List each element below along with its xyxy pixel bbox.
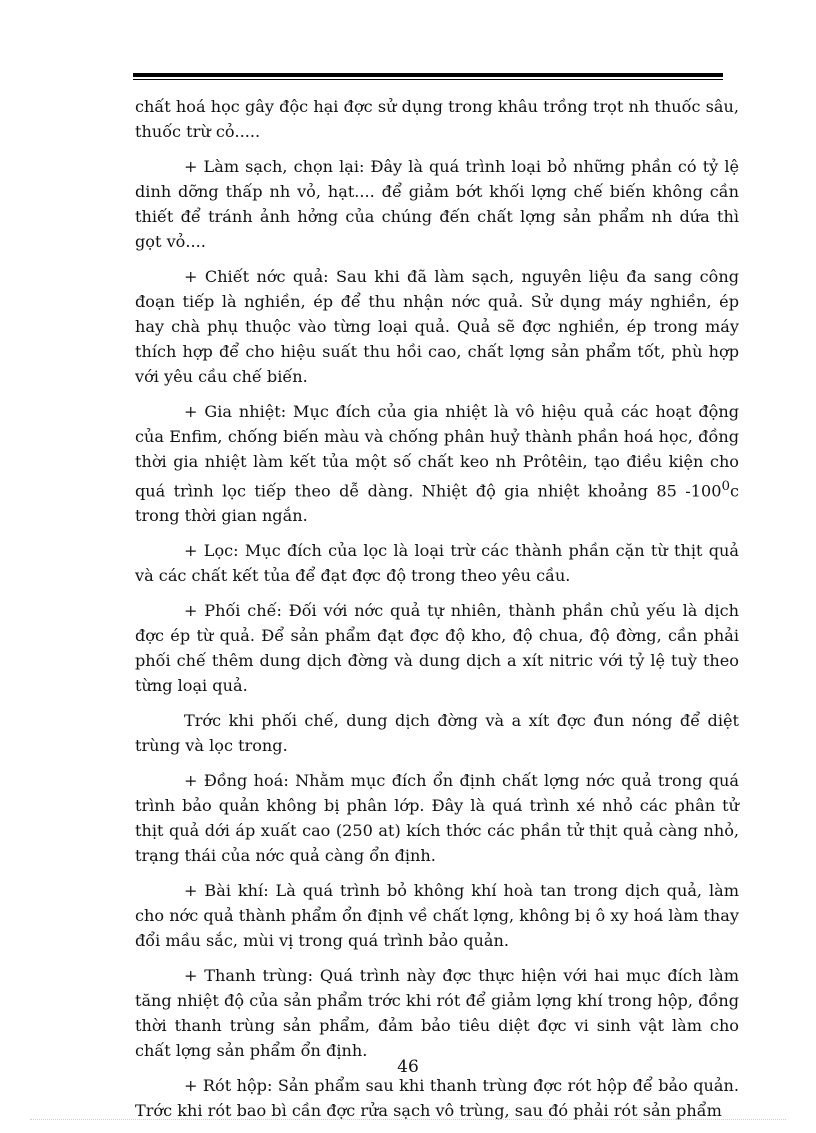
paragraph-lam-sach: + Làm sạch, chọn lại: Đây là quá trình loại bỏ những phần có tỷ lệ dinh dỡng thấp nh vỏ, hạt.... để giảm bớt khối lợng chế biến không cần thiết để tránh ảnh hởng của chúng đến chất lợng sản phẩm nh dứa thì gọt vỏ....: [135, 157, 739, 251]
page-body: [135, 94, 739, 1133]
paragraph-bai-khi: + Bài khí: Là quá trình bỏ không khí hoà tan trong dịch quả, làm cho nớc quả thành phẩm ổn định về chất lợng, không bị ô xy hoá làm thay đổi mầu sắc, mùi vị trong quá trình bảo quản.: [135, 881, 739, 951]
paragraph-phoi-che: + Phối chế: Đối với nớc quả tự nhiên, thành phần chủ yếu là dịch đợc ép từ quả. Để sản phẩm đạt đợc độ kho, độ chua, độ đờng, cần phải phối chế thêm dung dịch đờng và dung dịch a xít nitric với tỷ lệ tuỳ theo từng loại quả.: [135, 601, 739, 696]
degree-superscript: 0: [721, 479, 730, 494]
gia-nhiet-text-end: c trong thời gian ngắn.: [135, 481, 739, 526]
page-bottom-edge: [30, 1119, 786, 1120]
paragraph-chiet-nuoc-qua: + Chiết nớc quả: Sau khi đã làm sạch, nguyên liệu đa sang công đoạn tiếp là nghiền, ép để thu nhận nớc quả. Sử dụng máy nghiền, ép hay chà phụ thuộc vào từng loại quả. Quả sẽ đợc nghiền, ép trong máy thích hợp để cho hiệu suất thu hồi cao, chất lợng sản phẩm tốt, phù hợp với yêu cầu chế biến.: [135, 267, 739, 386]
paragraph-thanh-trung: + Thanh trùng: Quá trình này đợc thực hiện với hai mục đích làm tăng nhiệt độ của sản phẩm trớc khi rót để giảm lợng khí trong hộp, đồng thời thanh trùng sản phẩm, đảm bảo tiêu diệt đợc vi sinh vật làm cho chất lợng sản phẩm ổn định.: [135, 966, 739, 1061]
paragraph-dong-hoa: + Đồng hoá: Nhằm mục đích ổn định chất lợng nớc quả trong quá trình bảo quản không bị phân lớp. Đây là quá trình xé nhỏ các phân tử thịt quả dới áp xuất cao (250 at) kích thớc các phần tử thịt quả càng nhỏ, trạng thái của nớc quả càng ổn định.: [135, 771, 739, 866]
header-rule-thick: [133, 73, 723, 77]
header-rule-thin: [133, 79, 723, 80]
paragraph-gia-nhiet: [135, 399, 739, 528]
paragraph-loc: + Lọc: Mục đích của lọc là loại trừ các thành phần cặn từ thịt quả và các chất kết tủa để đạt đợc độ trong theo yêu cầu.: [135, 541, 739, 586]
paragraph-truoc-khi-phoi-che: Trớc khi phối chế, dung dịch đờng và a xít đợc đun nóng để diệt trùng và lọc trong.: [135, 711, 739, 756]
paragraph: chất hoá học gây độc hại đợc sử dụng trong khâu trồng trọt nh thuốc sâu, thuốc trừ cỏ.....: [135, 97, 739, 141]
paragraph-rot-hop: + Rót hộp: Sản phẩm sau khi thanh trùng đợc rót hộp để bảo quản. Trớc khi rót bao bì cần đợc rửa sạch vô trùng, sau đó phải rót sản phẩm: [135, 1076, 739, 1121]
page-number: 46: [397, 1057, 419, 1077]
gia-nhiet-text: + Gia nhiệt: Mục đích của gia nhiệt là vô hiệu quả các hoạt động của Enfim, chống biến màu và chống phân huỷ thành phần hoá học, đồng thời gia nhiệt làm kết tủa một số chất keo nh Prôtêin, tạo điều kiện cho quá trình lọc tiếp theo dễ dàng. Nhiệt độ gia nhiệt khoảng 85 -100: [135, 402, 739, 501]
